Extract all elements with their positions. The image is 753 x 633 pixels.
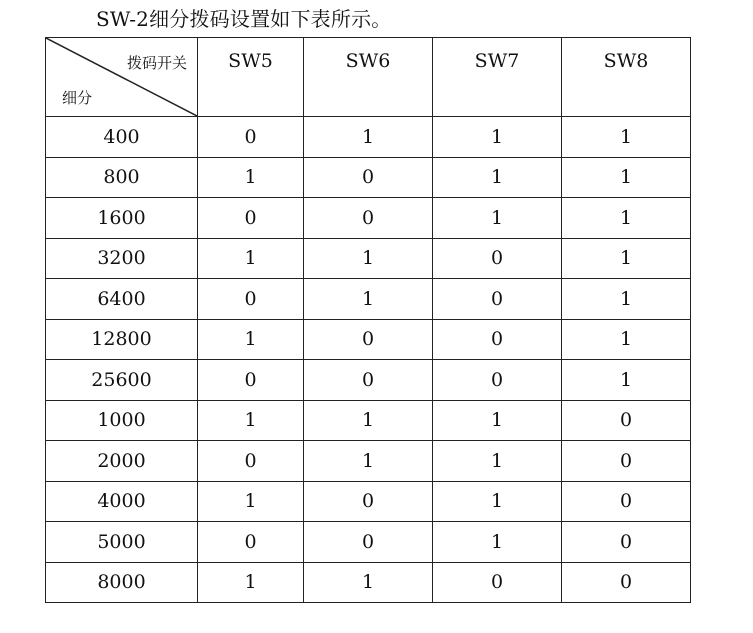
sw7-cell: 0 — [433, 238, 562, 279]
sw6-cell: 1 — [304, 562, 433, 603]
table-caption: SW-2细分拨码设置如下表所示。 — [96, 7, 392, 31]
sw7-cell: 0 — [433, 562, 562, 603]
sw7-cell: 0 — [433, 279, 562, 320]
subdivision-cell: 5000 — [46, 522, 198, 563]
column-header-sw6: SW6 — [304, 38, 433, 117]
subdivision-cell: 400 — [46, 117, 198, 158]
table-row — [46, 562, 691, 603]
sw7-cell: 1 — [433, 117, 562, 158]
sw8-cell: 1 — [562, 238, 691, 279]
sw7-cell: 1 — [433, 441, 562, 482]
sw6-cell: 1 — [304, 279, 433, 320]
sw7-cell: 1 — [433, 198, 562, 239]
sw8-cell: 0 — [562, 441, 691, 482]
sw8-cell: 1 — [562, 157, 691, 198]
subdivision-cell: 4000 — [46, 481, 198, 522]
subdivision-cell: 2000 — [46, 441, 198, 482]
table-row — [46, 279, 691, 320]
sw5-cell: 0 — [198, 360, 304, 401]
sw5-cell: 0 — [198, 279, 304, 320]
sw7-cell: 1 — [433, 481, 562, 522]
sw6-cell: 0 — [304, 481, 433, 522]
table-row — [46, 198, 691, 239]
sw5-cell: 0 — [198, 522, 304, 563]
table-row — [46, 117, 691, 158]
corner-label-subdivision: 细分 — [62, 89, 93, 107]
sw5-cell: 1 — [198, 157, 304, 198]
subdivision-cell: 3200 — [46, 238, 198, 279]
sw6-cell: 1 — [304, 400, 433, 441]
sw6-cell: 0 — [304, 319, 433, 360]
sw8-cell: 0 — [562, 562, 691, 603]
subdivision-cell: 12800 — [46, 319, 198, 360]
sw6-cell: 0 — [304, 522, 433, 563]
sw6-cell: 1 — [304, 441, 433, 482]
sw6-cell: 1 — [304, 238, 433, 279]
header-row — [46, 38, 691, 117]
sw7-cell: 0 — [433, 319, 562, 360]
table-row — [46, 157, 691, 198]
corner-label-dip-switch: 拨码开关 — [126, 54, 187, 72]
sw5-cell: 1 — [198, 400, 304, 441]
sw5-cell: 0 — [198, 441, 304, 482]
column-header-sw7: SW7 — [433, 38, 562, 117]
sw8-cell: 1 — [562, 279, 691, 320]
sw6-cell: 1 — [304, 117, 433, 158]
table-row — [46, 481, 691, 522]
dip-switch-table — [45, 37, 691, 603]
sw5-cell: 0 — [198, 117, 304, 158]
corner-header-cell — [46, 38, 198, 117]
sw5-cell: 1 — [198, 481, 304, 522]
sw7-cell: 1 — [433, 157, 562, 198]
subdivision-cell: 1000 — [46, 400, 198, 441]
sw5-cell: 0 — [198, 198, 304, 239]
sw6-cell: 0 — [304, 157, 433, 198]
sw5-cell: 1 — [198, 319, 304, 360]
table-row — [46, 522, 691, 563]
subdivision-cell: 25600 — [46, 360, 198, 401]
sw8-cell: 1 — [562, 117, 691, 158]
sw8-cell: 0 — [562, 481, 691, 522]
sw8-cell: 1 — [562, 198, 691, 239]
sw8-cell: 1 — [562, 319, 691, 360]
table-row — [46, 360, 691, 401]
table-row — [46, 441, 691, 482]
sw7-cell: 1 — [433, 400, 562, 441]
sw8-cell: 1 — [562, 360, 691, 401]
subdivision-cell: 6400 — [46, 279, 198, 320]
sw6-cell: 0 — [304, 360, 433, 401]
sw5-cell: 1 — [198, 238, 304, 279]
subdivision-cell: 8000 — [46, 562, 198, 603]
table-row — [46, 319, 691, 360]
sw7-cell: 1 — [433, 522, 562, 563]
sw8-cell: 0 — [562, 400, 691, 441]
table-row — [46, 238, 691, 279]
subdivision-cell: 1600 — [46, 198, 198, 239]
sw7-cell: 0 — [433, 360, 562, 401]
table-row — [46, 400, 691, 441]
column-header-sw5: SW5 — [198, 38, 304, 117]
sw8-cell: 0 — [562, 522, 691, 563]
sw5-cell: 1 — [198, 562, 304, 603]
sw6-cell: 0 — [304, 198, 433, 239]
subdivision-cell: 800 — [46, 157, 198, 198]
column-header-sw8: SW8 — [562, 38, 691, 117]
